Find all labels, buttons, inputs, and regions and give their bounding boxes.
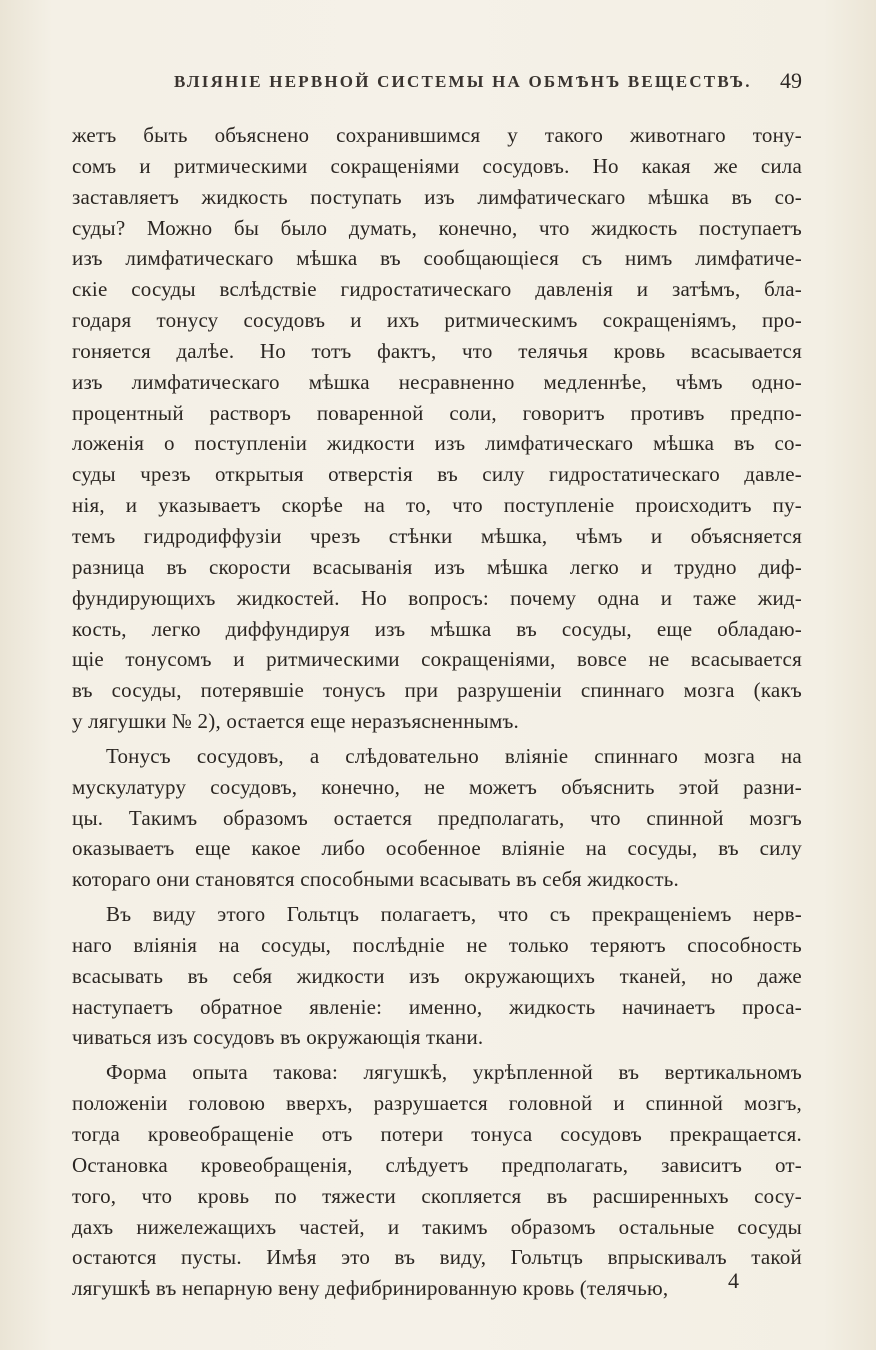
text-line: ложенія о поступленіи жидкости изъ лимфатическаго мѣшка въ со- [72,431,802,456]
paragraph [72,1057,802,1304]
text-line: остаются пусты. Имѣя это въ виду, Гольтцъ впрыскивалъ такой [72,1245,802,1270]
page-number: 49 [780,68,802,93]
text-line: Форма опыта такова: лягушкѣ, укрѣпленной въ вертикальномъ [106,1060,802,1085]
body-text [72,120,802,1304]
text-line: оказываетъ еще какое либо особенное вліяніе на сосуды, въ силу [72,836,802,861]
text-line: всасывать въ себя жидкости изъ окружающихъ тканей, но даже [72,963,802,988]
text-line: годаря тонусу сосудовъ и ихъ ритмическимъ сокращеніямъ, про- [72,308,802,333]
text-line: лягушкѣ въ непарную вену дефибринированную кровь (телячью, [72,1276,669,1301]
text-line: Тонусъ сосудовъ, а слѣдовательно вліяніе спиннаго мозга на [106,743,802,768]
text-line: цы. Такимъ образомъ остается предполагать, что спинной мозгъ [72,805,802,830]
text-line: изъ лимфатическаго мѣшка въ сообщающіеся съ нимъ лимфатиче- [72,246,802,271]
signature-mark: 4 [728,1268,739,1293]
text-line: сомъ и ритмическими сокращеніями сосудовъ. Но какая же сила [72,153,802,178]
text-line: дахъ нижележащихъ частей, и такимъ образомъ остальные сосуды [72,1214,802,1239]
page-header [72,66,802,102]
text-line: Остановка кровеобращенія, слѣдуетъ предполагать, зависитъ от- [72,1152,802,1177]
text-line: того, что кровь по тяжести скопляется въ расширенныхъ сосу- [72,1183,802,1208]
text-line: котораго они становятся способными всасывать въ себя жидкость. [72,867,679,892]
text-line: нія, и указываетъ скорѣе на то, что поступленіе происходитъ пу- [72,493,802,518]
text-line: въ сосуды, потерявшіе тонусъ при разрушеніи спиннаго мозга (какъ [72,678,802,703]
text-line: наго вліянія на сосуды, послѣдніе не только теряютъ способность [72,932,802,957]
text-line: заставляетъ жидкость поступать изъ лимфатическаго мѣшка въ со- [72,184,802,209]
text-line: чиваться изъ сосудовъ въ окружающія ткани. [72,1025,484,1050]
text-line: наступаетъ обратное явленіе: именно, жидкость начинаетъ проса- [72,994,802,1019]
text-line: суды чрезъ открытыя отверстія въ силу гидростатическаго давле- [72,462,802,487]
text-line: темъ гидродиффузіи чрезъ стѣнки мѣшка, чѣмъ и объясняется [72,523,802,548]
text-line: Въ виду этого Гольтцъ полагаетъ, что съ прекращеніемъ нерв- [106,902,802,927]
text-line: суды? Можно бы было думать, конечно, что жидкость поступаетъ [72,215,802,240]
paragraph [72,899,802,1053]
paragraph [72,120,802,737]
text-line: процентный растворъ поваренной соли, говоритъ противъ предпо- [72,400,802,425]
text-line: кость, легко диффундируя изъ мѣшка въ сосуды, еще обладаю- [72,616,802,641]
text-line: мускулатуру сосудовъ, конечно, не можетъ объяснить этой разни- [72,774,802,799]
text-line: гоняется далѣе. Но тотъ фактъ, что телячья кровь всасывается [72,338,802,363]
text-line: у лягушки № 2), остается еще неразъясненнымъ. [72,709,519,734]
text-line: изъ лимфатическаго мѣшка несравненно медленнѣе, чѣмъ одно- [72,369,802,394]
text-line: положеніи головою вверхъ, разрушается головной и спинной мозгъ, [72,1091,802,1116]
text-line: фундирующихъ жидкостей. Но вопросъ: почему одна и таже жид- [72,585,802,610]
text-line: тогда кровеобращеніе отъ потери тонуса сосудовъ прекращается. [72,1122,802,1146]
paragraph [72,741,802,895]
text-line: разница въ скорости всасыванія изъ мѣшка легко и трудно диф- [72,554,802,579]
text-line: жетъ быть объяснено сохранившимся у такого животнаго тону- [72,123,802,147]
text-line: щіе тонусомъ и ритмическими сокращеніями, вовсе не всасывается [72,647,802,672]
running-title: ВЛІЯНІЕ НЕРВНОЙ СИСТЕМЫ НА ОБМѢНЪ ВЕЩЕСТВЪ. [174,72,752,91]
text-line: скіе сосуды вслѣдствіе гидростатическаго давленія и затѣмъ, бла- [72,277,802,302]
